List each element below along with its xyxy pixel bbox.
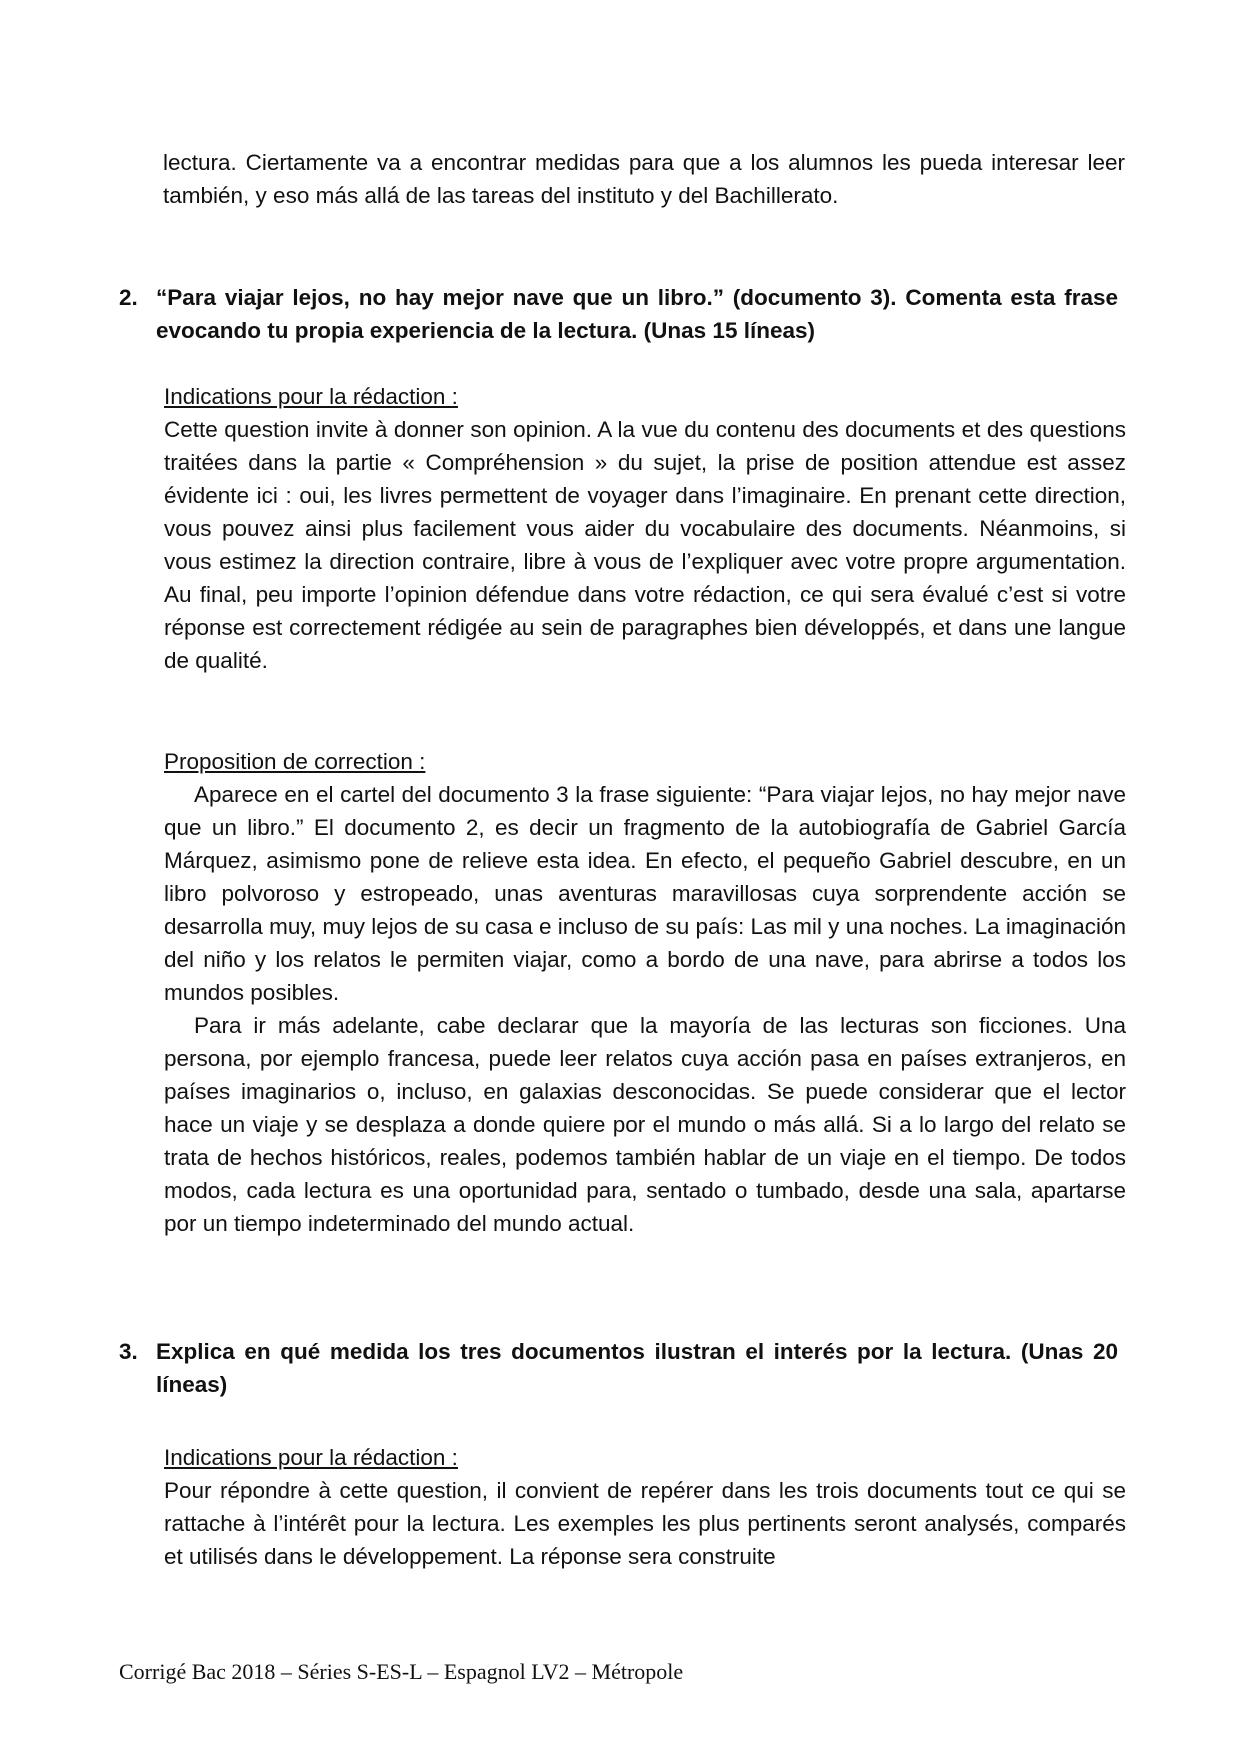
question-2-indications-label: Indications pour la rédaction : [164,384,458,409]
question-3-indications-label: Indications pour la rédaction : [164,1445,458,1470]
question-2-proposition-paragraph-2: Para ir más adelante, cabe declarar que la mayoría de las lecturas son ficciones. Una persona, por ejemplo francesa, puede leer relatos cuya acción pasa en países extranjeros, en países imaginarios o, incluso, en galaxias desconocidas. Se puede considerar que el lector hace un viaje y se desplaza a donde quiere por el mundo o más allá. Si a lo largo del relato se trata de hechos históricos, reales, podemos también hablar de un viaje en el tiempo. De todos modos, cada lectura es una oportunidad para, sentado o tumbado, desde una sala, apartarse por un tiempo indeterminado del mundo actual. [164,1013,1126,1236]
question-3-number: 3. [119,1339,138,1364]
question-2-number: 2. [119,285,138,310]
question-2-indications-text: Cette question invite à donner son opinion. A la vue du contenu des documents et des questions traitées dans la partie « Compréhension » du sujet, la prise de position attendue est assez évidente ici : oui, les livres permettent de voyager dans l’imaginaire. En prenant cette direction, vous pouvez ainsi plus facilement vous aider du vocabulaire des documents. Néanmoins, si vous estimez la direction contraire, libre à vous de l’expliquer avec votre propre argumentation. Au final, peu importe l’opinion défendue dans votre rédaction, ce qui sera évalué c’est si votre réponse est correctement rédigée au sein de paragraphes bien développés, et dans une langue de qualité. [164,417,1126,673]
question-2-text: “Para viajar lejos, no hay mejor nave que un libro.” (documento 3). Comenta esta frase evocando tu propia experiencia de la lectura. (Unas 15 líneas) [156,285,1118,343]
question-2-proposition-paragraph-1: Aparece en el cartel del documento 3 la frase siguiente: “Para viajar lejos, no hay mejor nave que un libro.” El documento 2, es decir un fragmento de la autobiografía de Gabriel García Márquez, asimismo pone de relieve esta idea. En efecto, el pequeño Gabriel descubre, en un libro polvoroso y estropeado, unas aventuras maravillosas cuya sorprendente acción se desarrolla muy, muy lejos de su casa e incluso de su país: Las mil y una noches. La imaginación del niño y los relatos le permiten viajar, como a bordo de una nave, para abrirse a todos los mundos posibles. [164,782,1126,1005]
intro-paragraph: lectura. Ciertamente va a encontrar medidas para que a los alumnos les pueda interesar leer también, y eso más allá de las tareas del instituto y del Bachillerato. [163,150,1125,208]
page-footer: Corrigé Bac 2018 – Séries S-ES-L – Espagnol LV2 – Métropole [119,1659,684,1684]
question-3-text: Explica en qué medida los tres documentos ilustran el interés por la lectura. (Unas 20 líneas) [156,1339,1118,1397]
question-2-proposition-label: Proposition de correction : [164,749,426,774]
question-3-indications-text: Pour répondre à cette question, il convient de repérer dans les trois documents tout ce qui se rattache à l’intérêt pour la lectura. Les exemples les plus pertinents seront analysés, comparés et utilisés dans le développement. La réponse sera construite [164,1478,1126,1569]
